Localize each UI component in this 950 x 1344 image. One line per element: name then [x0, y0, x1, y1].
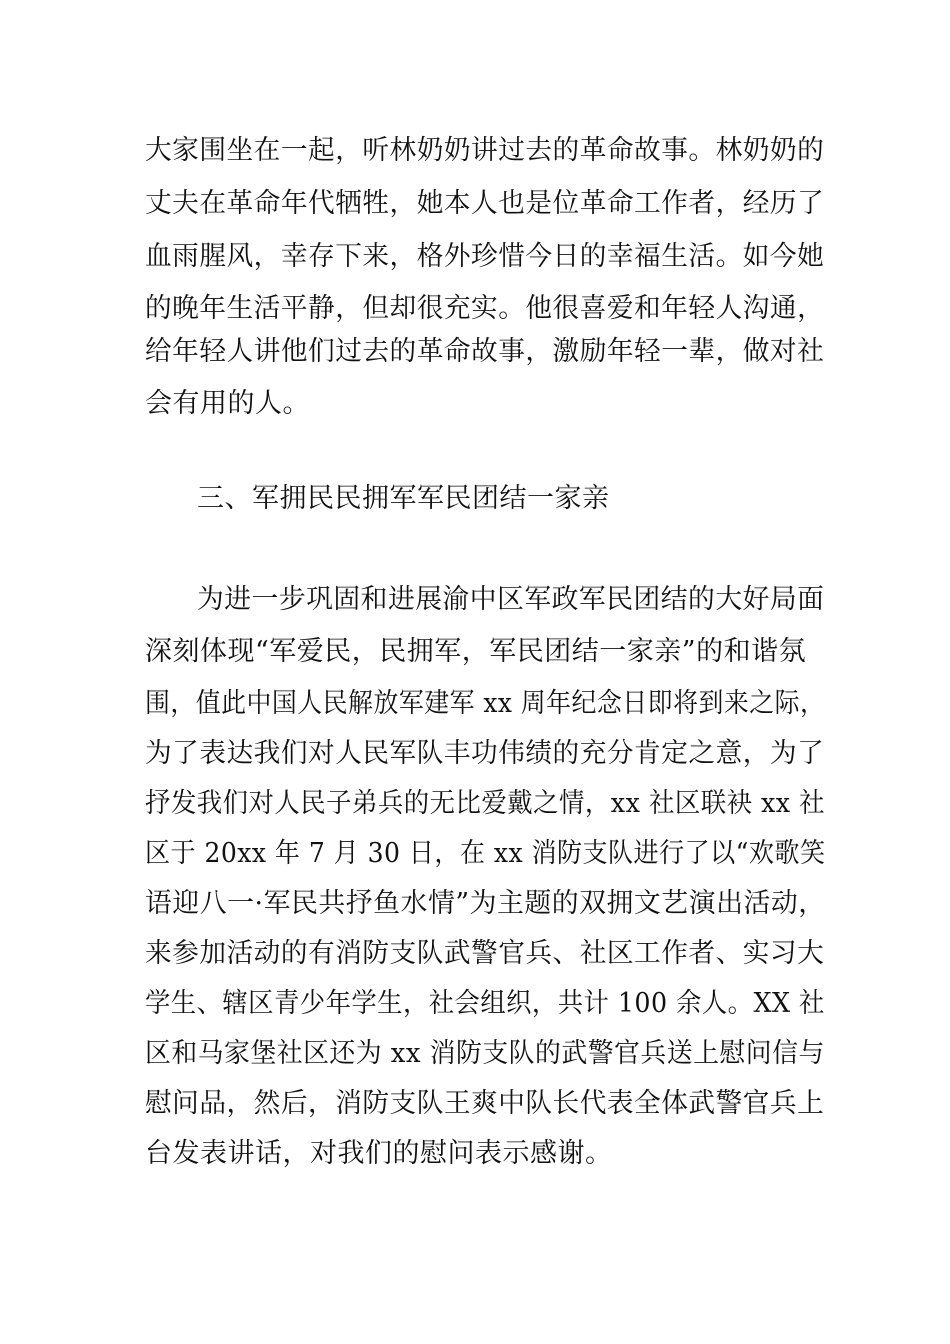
paragraph-2-line-1: 为进一步巩固和进展渝中区军政军民团结的大好局面	[197, 584, 825, 615]
paragraph-2-line-6: 区于 20xx 年 7 月 30 日，在 xx 消防支队进行了以“欢歌笑	[145, 838, 826, 869]
paragraph-2-line-8: 来参加活动的有消防支队武警官兵、社区工作者、实习大	[145, 938, 825, 969]
paragraph-1-line-5: 给年轻人讲他们过去的革命故事，激励年轻一辈，做对社	[145, 336, 825, 367]
paragraph-2-line-10: 区和马家堡社区还为 xx 消防支队的武警官兵送上慰问信与	[145, 1038, 825, 1069]
paragraph-1-line-2: 丈夫在革命年代牺牲，她本人也是位革命工作者，经历了	[145, 188, 825, 219]
paragraph-1-line-4: 的晚年生活平静，但却很充实。他很喜爱和年轻人沟通，	[145, 293, 825, 324]
paragraph-1-line-6: 会有用的人。	[145, 388, 310, 419]
paragraph-1-line-1: 大家围坐在一起，听林奶奶讲过去的革命故事。林奶奶的	[145, 135, 825, 166]
paragraph-2-line-12: 台发表讲话，对我们的慰问表示感谢。	[145, 1138, 613, 1169]
paragraph-1-line-3: 血雨腥风，幸存下来，格外珍惜今日的幸福生活。如今她	[145, 241, 825, 272]
paragraph-2-line-5: 抒发我们对人民子弟兵的无比爱戴之情，xx 社区联袂 xx 社	[145, 788, 826, 819]
paragraph-2-line-9: 学生、辖区青少年学生，社会组织，共计 100 余人。XX 社	[145, 988, 825, 1019]
paragraph-2-line-11: 慰问品，然后，消防支队王爽中队长代表全体武警官兵上	[145, 1088, 825, 1119]
paragraph-2-line-7: 语迎八一·军民共抒鱼水情”为主题的双拥文艺演出活动，	[145, 888, 826, 919]
paragraph-2-line-3: 围，值此中国人民解放军建军 xx 周年纪念日即将到来之际，	[145, 688, 826, 719]
paragraph-2-line-4: 为了表达我们对人民军队丰功伟绩的充分肯定之意，为了	[145, 738, 825, 769]
section-heading: 三、军拥民民拥军军民团结一家亲	[197, 483, 610, 514]
paragraph-2-line-2: 深刻体现“军爱民，民拥军，军民团结一家亲”的和谐氛	[145, 636, 807, 667]
